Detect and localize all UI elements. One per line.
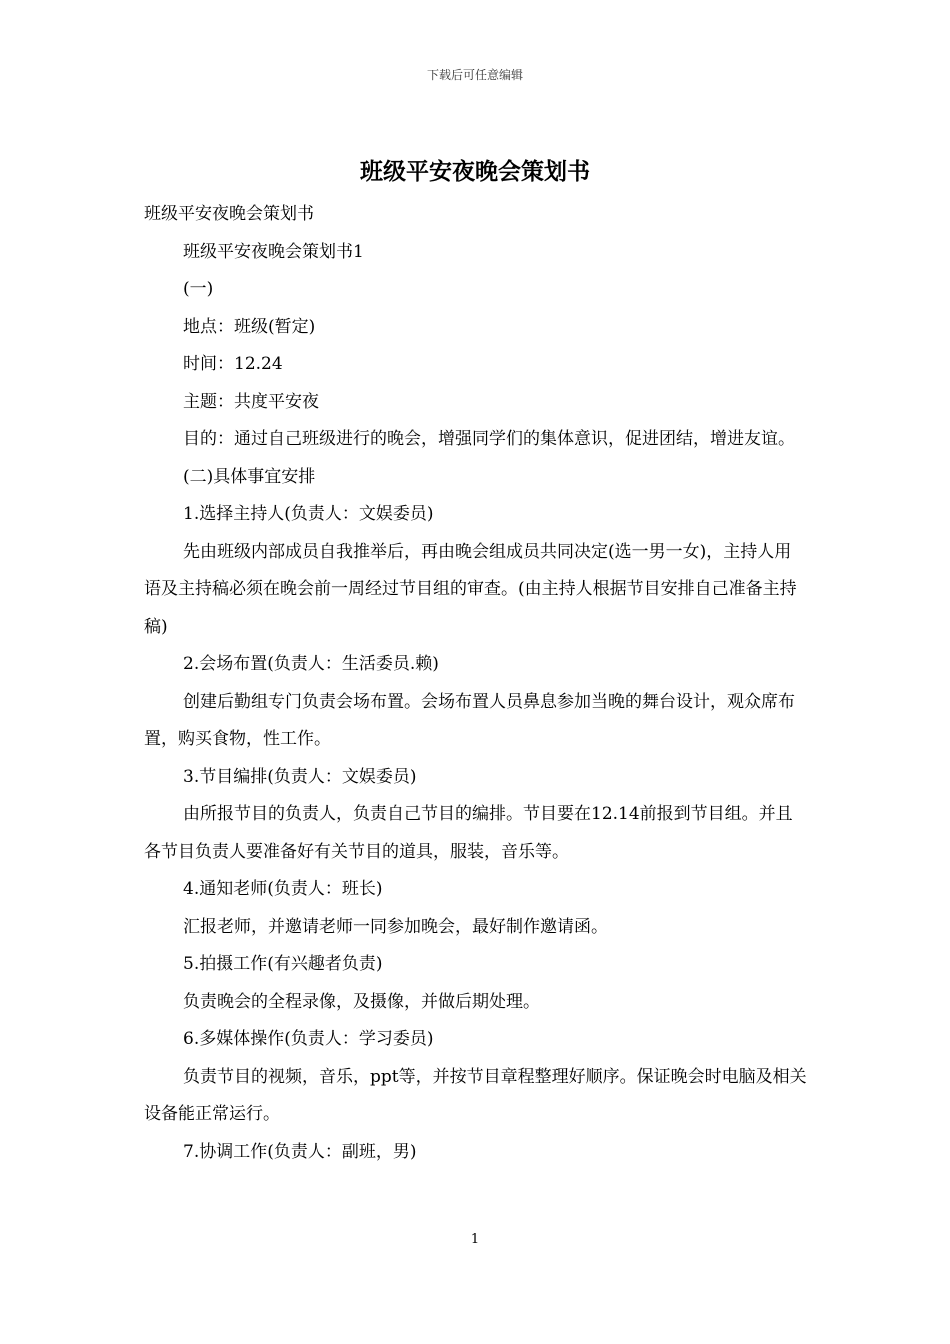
paragraph: 6.多媒体操作(负责人：学习委员)	[183, 1029, 434, 1049]
paragraph: 5.拍摄工作(有兴趣者负责)	[183, 954, 383, 974]
paragraph: 负责节目的视频，音乐，ppt等，并按节目章程整理好顺序。保证晚会时电脑及相关设备能正常运行。	[144, 1066, 807, 1124]
document-title: 班级平安夜晚会策划书	[360, 158, 590, 185]
paragraph: 主题：共度平安夜	[183, 391, 319, 412]
paragraph: 时间：12.24	[183, 354, 283, 374]
paragraph: 7.协调工作(负责人：副班，男)	[183, 1141, 417, 1162]
paragraph: 3.节目编排(负责人：文娱委员)	[183, 766, 417, 787]
page-number: 1	[470, 1232, 480, 1247]
paragraph: 2.会场布置(负责人：生活委员.赖)	[183, 654, 439, 674]
paragraph: 班级平安夜晚会策划书	[144, 204, 314, 224]
paragraph: 由所报节目的负责人，负责自己节目的编排。节目要在12.14前报到节目组。并且各节目负责人要准备好有关节目的道具，服装，音乐等。	[144, 804, 793, 862]
paragraph: 班级平安夜晚会策划书1	[183, 241, 364, 262]
paragraph: 地点：班级(暂定)	[183, 316, 316, 337]
paragraph: (二)具体事宜安排	[183, 466, 316, 487]
paragraph: 4.通知老师(负责人：班长)	[183, 879, 383, 899]
paragraph: 负责晚会的全程录像，及摄像，并做后期处理。	[183, 991, 540, 1012]
paragraph: 目的：通过自己班级进行的晚会，增强同学们的集体意识，促进团结，增进友谊。	[183, 429, 795, 449]
paragraph: 1.选择主持人(负责人：文娱委员)	[183, 504, 434, 524]
page-header: 下载后可任意编辑	[426, 68, 523, 82]
paragraph: 先由班级内部成员自我推举后，再由晚会组成员共同决定(选一男一女)，主持人用语及主持稿必须在晚会前一周经过节目组的审查。(由主持人根据节目安排自己准备主持稿)	[144, 541, 797, 637]
paragraph: 汇报老师，并邀请老师一同参加晚会，最好制作邀请函。	[183, 916, 608, 937]
paragraph: (一)	[183, 279, 214, 299]
paragraph: 创建后勤组专门负责会场布置。会场布置人员鼻息参加当晚的舞台设计，观众席布置，购买食物，性工作。	[144, 691, 795, 749]
document-body	[144, 196, 808, 1171]
